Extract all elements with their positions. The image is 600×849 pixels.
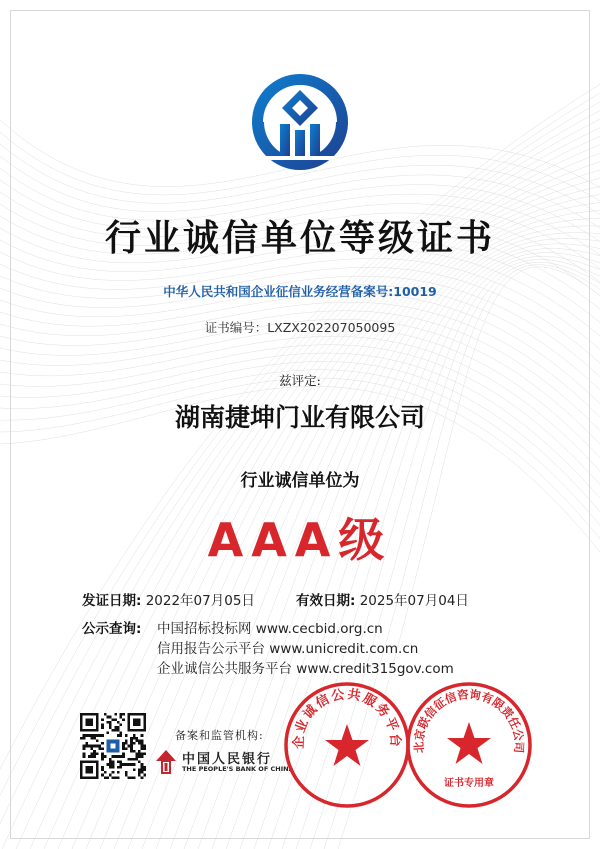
unit-as-label: 行业诚信单位为	[240, 471, 360, 491]
pboc-name-en: THE PEOPLE'S BANK OF CHINA	[182, 765, 294, 773]
certificate-number	[0, 318, 600, 336]
valid-date: 2025年07月04日	[359, 593, 469, 609]
query-line: 企业诚信公共服务平台 www.credit315gov.com	[157, 661, 454, 677]
company-name: 湖南捷坤门业有限公司	[174, 403, 425, 432]
issue-date-row	[82, 589, 255, 609]
platform-seal	[282, 680, 412, 810]
certificate-title: 行业诚信单位等级证书	[104, 218, 495, 259]
star-icon	[447, 722, 491, 764]
query-line: 中国招标投标网 www.cecbid.org.cn	[157, 621, 383, 637]
record-number: 中华人民共和国企业征信业务经营备案号:10019	[163, 284, 437, 299]
left-seal-text: 企业诚信公共服务平台	[291, 687, 403, 749]
credit-union-logo-icon	[250, 72, 350, 172]
issue-date-label: 发证日期:	[82, 593, 142, 609]
right-seal-text: 北京联信征信咨询有限责任公司	[411, 687, 527, 754]
issue-date: 2022年07月05日	[145, 593, 255, 609]
query-label: 公示查询:	[82, 621, 142, 637]
credit-grade: AAA级	[207, 513, 393, 567]
star-icon	[325, 724, 369, 766]
supervision-label: 备案和监管机构:	[175, 729, 264, 742]
pboc-name-cn: 中国人民银行	[182, 752, 273, 767]
seal-bottom-text: 证书专用章	[444, 778, 494, 789]
query-line: 信用报告公示平台 www.unicredit.com.cn	[157, 641, 419, 657]
pboc-emblem-icon	[155, 749, 177, 775]
valid-date-row	[296, 589, 469, 609]
company-seal	[404, 680, 534, 810]
certificate-number-value: LXZX202207050095	[267, 320, 396, 335]
valid-date-label: 有效日期:	[296, 593, 356, 609]
qr-code-icon[interactable]	[80, 713, 146, 779]
certificate-number-label: 证书编号：	[204, 320, 268, 335]
assessed-label: 兹评定:	[279, 373, 321, 388]
